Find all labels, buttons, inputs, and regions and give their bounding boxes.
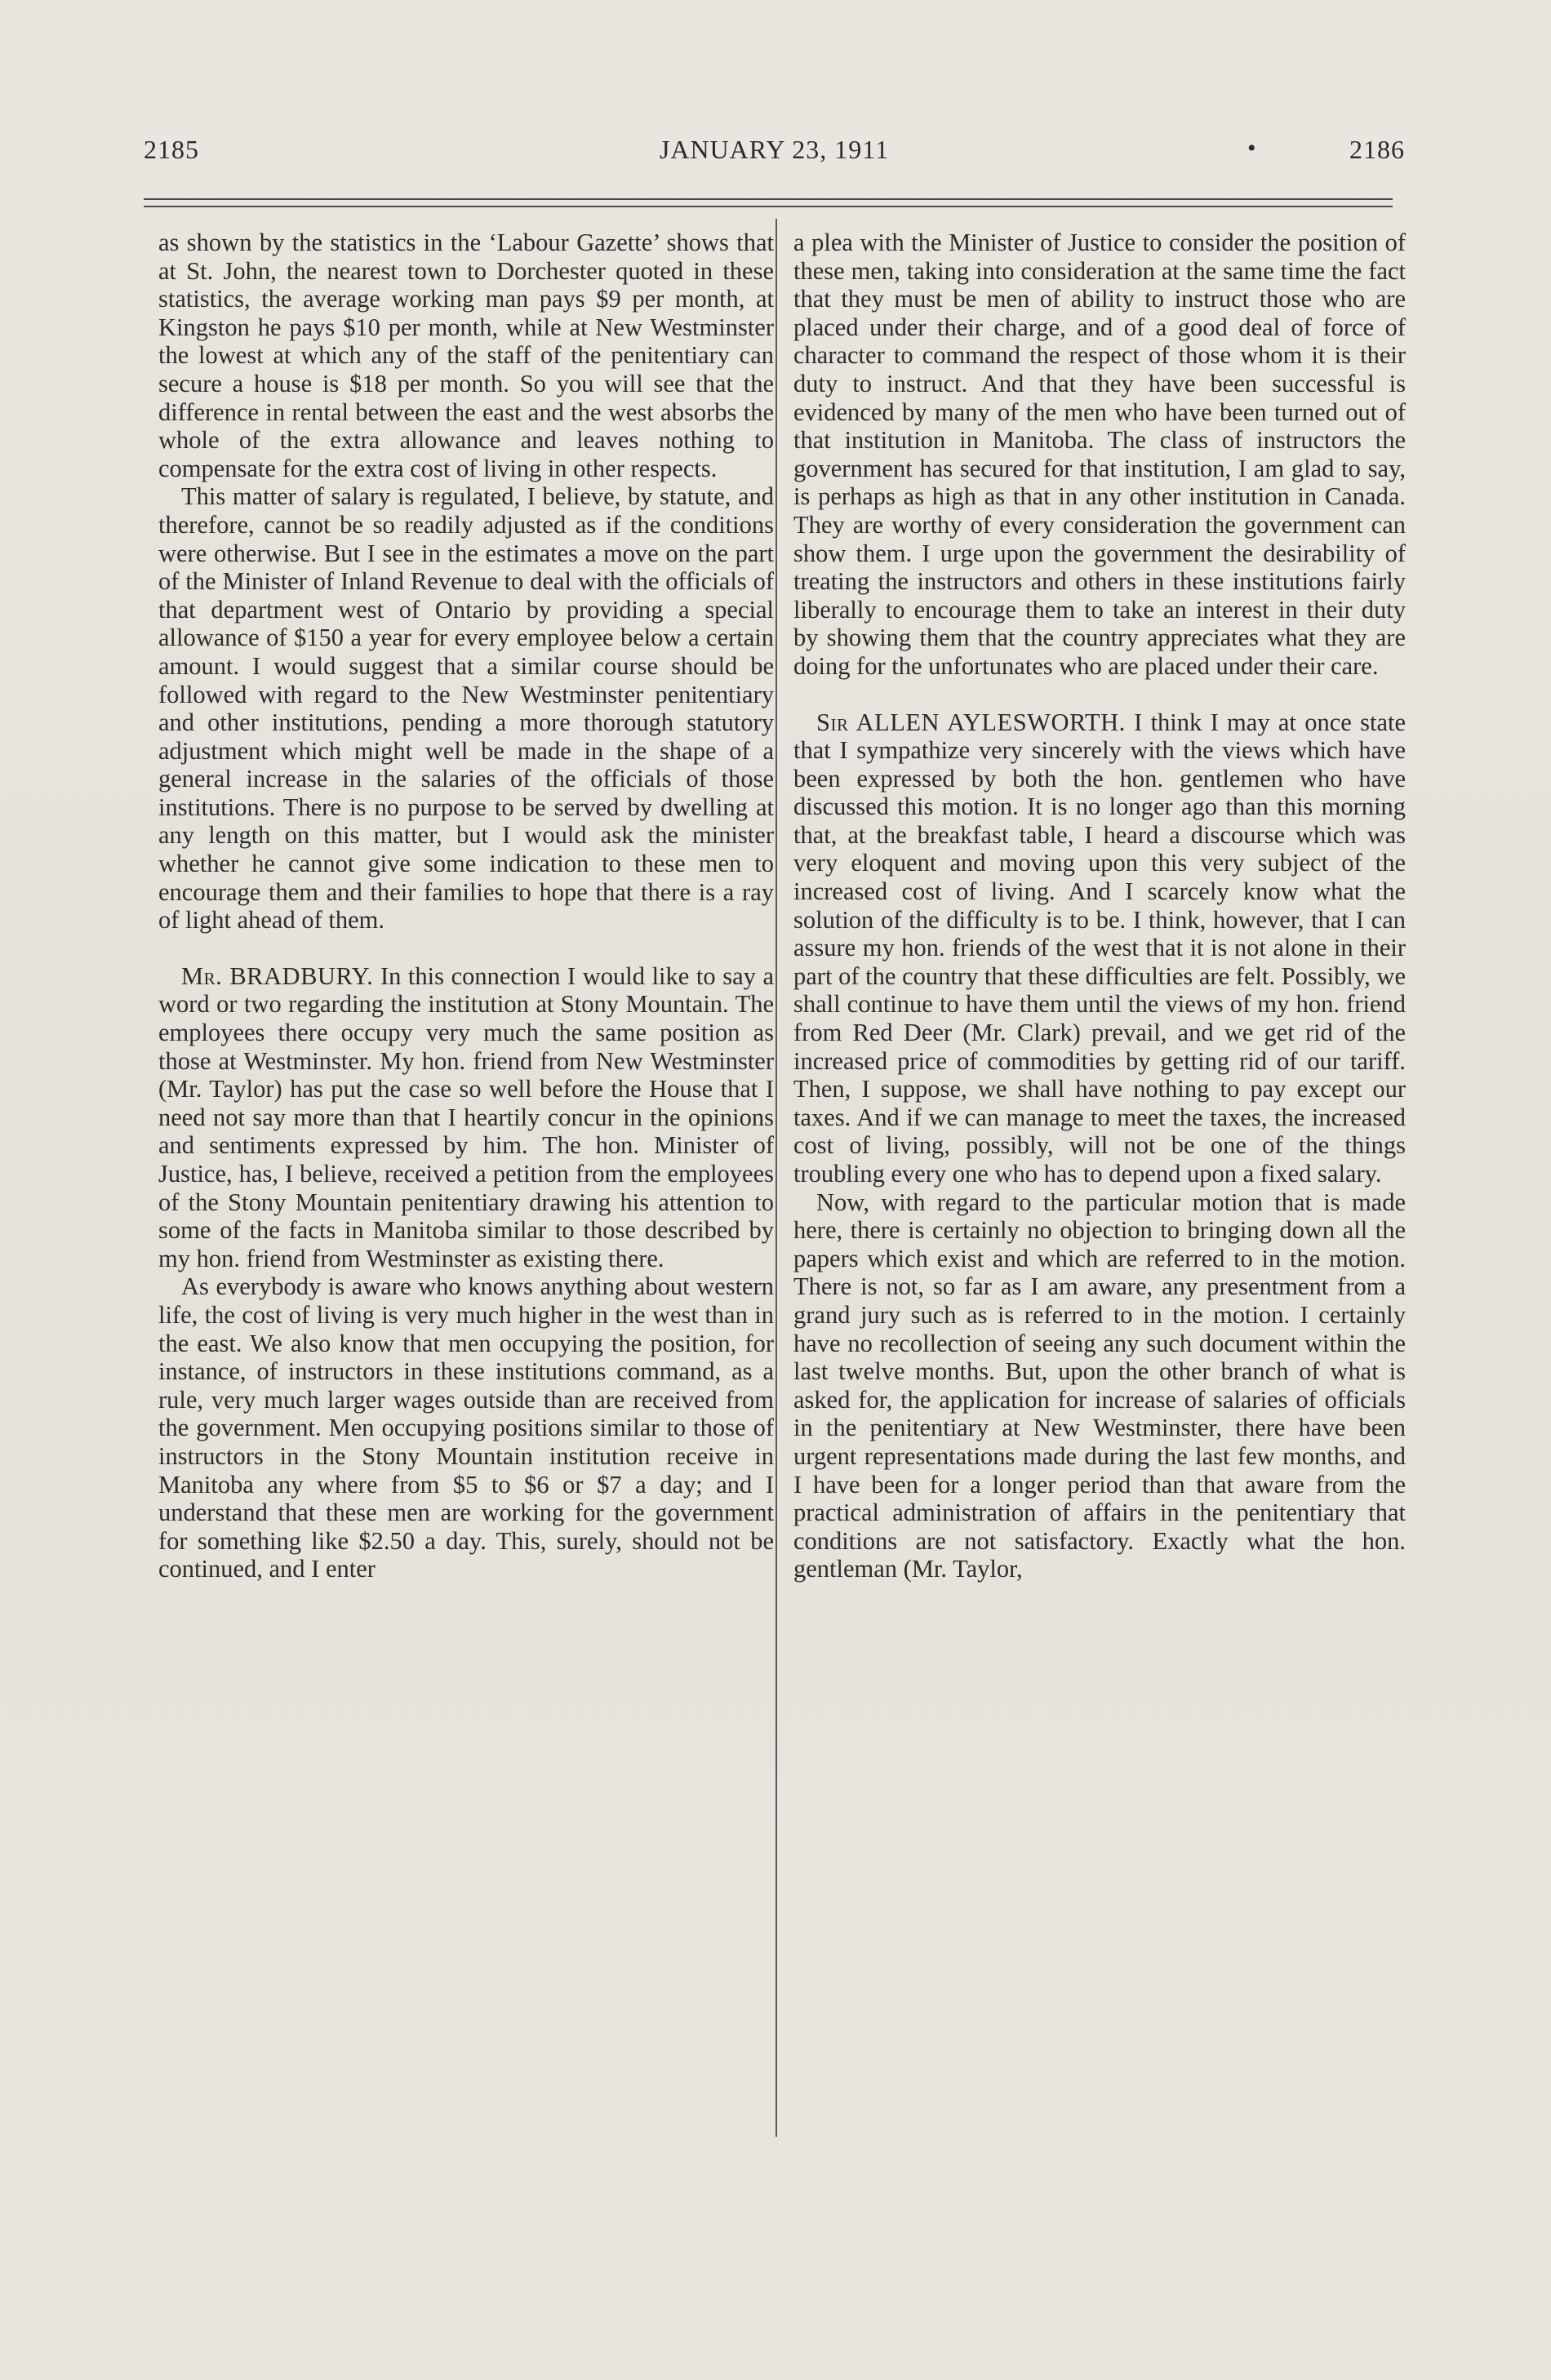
left-paragraph-2: This matter of salary is regulated, I believe, by statute, and therefore, cannot be so readily adjusted as if the conditions were otherwise. But I see in the estimates a move on the part of the Minister of Inland Revenue to deal with the officials of that department west of Ontario by providing a special allowance of $150 a year for every employee below a certain amount. I would suggest that a similar course should be followed with regard to the New Westminster penitentiary and other institutions, pending a more thorough statutory adjustment which might well be made in the shape of a general increase in the salaries of the officials of those institutions. There is no purpose to be served by dwelling at any length on this matter, but I would ask the minister whether he cannot give some indication to these men to encourage them and their families to hope that there is a ray of light ahead of them.	[158, 482, 774, 935]
left-paragraph-3	[158, 962, 774, 1273]
left-column	[158, 229, 774, 1583]
speech-text: In this connection I would like to say a word or two regarding the institution at Stony Mountain. The employees there occupy very much the same position as those at Westminster. My hon. friend from New Westminster (Mr. Taylor) has put the case so well before the House that I need not say more than that I heartily concur in the opinions and sentiments expressed by him. The hon. Minister of Justice, has, I believe, received a petition from the employees of the Stony Mountain penitentiary drawing his attention to some of the facts in Manitoba similar to those described by my hon. friend from Westminster as existing there.	[158, 961, 775, 1272]
left-paragraph-4: As everybody is aware who knows anything about western life, the cost of living is very much higher in the west than in the east. We also know that men occupying the position, for instance, of instructors in these institutions command, as a rule, very much larger wages outside than are received from the government. Men occupying positions similar to those of instructors in the Stony Mountain institution receive in Manitoba any where from $5 to $6 or $7 a day; and I understand that these men are working for the government for something like $2.50 a day. This, surely, should not be continued, and I enter	[158, 1272, 774, 1583]
right-paragraph-3: Now, with regard to the particular motion that is made here, there is certainly no objection to bringing down all the papers which exist and which are referred to in the motion. There is not, so far as I am aware, any presentment from a grand jury such as is referred to in the motion. I certainly have no recollection of seeing any such document within the last twelve months. But, upon the other branch of what is asked for, the application for increase of salaries of officials in the penitentiary at New Westminster, there have been urgent representations made during the last few months, and I have been for a longer period than that aware from the practical administration of affairs in the penitentiary that conditions are not satisfactory. Exactly what the hon. gentleman (Mr. Taylor,	[793, 1188, 1406, 1583]
header-dot: •	[1247, 135, 1257, 162]
page-number-left: 2185	[144, 135, 199, 164]
right-column	[793, 229, 1406, 1583]
column-divider	[776, 219, 777, 2137]
page-number-right: 2186	[1349, 135, 1405, 164]
page-date: JANUARY 23, 1911	[659, 135, 890, 164]
speaker-name: Sir ALLEN AYLESWORTH.	[816, 708, 1126, 736]
left-paragraph-1: as shown by the statistics in the ‘Labour Gazette’ shows that at St. John, the nearest town to Dorchester quoted in these statistics, the average working man pays $9 per month, at Kingston he pays $10 per month, while at New Westminster the lowest at which any of the staff of the penitentiary can secure a house is $18 per month. So you will see that the difference in rental between the east and the west absorbs the whole of the extra allowance and leaves nothing to compensate for the extra cost of living in other respects.	[158, 229, 774, 482]
speaker-name: Mr. BRADBURY.	[181, 961, 374, 990]
header-rule-bottom	[144, 206, 1393, 207]
right-paragraph-1: a plea with the Minister of Justice to consider the position of these men, taking into consideration at the same time the fact that they must be men of ability to instruct those who are placed under their charge, and of a good deal of force of character to command the respect of those whom it is their duty to instruct. And that they have been successful is evidenced by many of the men who have been turned out of that institution in Manitoba. The class of instructors the government has secured for that institution, I am glad to say, is perhaps as high as that in any other institution in Canada. They are worthy of every consideration the government can show them. I urge upon the government the desirability of treating the instructors and others in these institutions fairly liberally to encourage them to take an interest in their duty by showing them that the country appreciates what they are doing for the unfortunates who are placed under their care.	[793, 229, 1406, 680]
header-rule-top	[144, 198, 1393, 200]
page-header	[144, 135, 1405, 175]
speech-text: I think I may at once state that I sympathize very sincerely with the views which have been expressed by both the hon. gentlemen who have discussed this motion. It is no longer ago than this morning that, at the breakfast table, I heard a discourse which was very eloquent and moving upon this very subject of the increased cost of living. And I scarcely know what the solution of the difficulty is to be. I think, however, that I can assure my hon. friends of the west that it is not alone in their part of the country that these difficulties are felt. Possibly, we shall continue to have them until the views of my hon. friend from Red Deer (Mr. Clark) prevail, and we get rid of the increased price of commodities by getting rid of our tariff. Then, I suppose, we shall have nothing to pay except our taxes. And if we can manage to meet the taxes, the increased cost of living, possibly, will not be one of the things troubling every one who has to depend upon a fixed salary.	[793, 708, 1407, 1188]
right-paragraph-2	[793, 708, 1406, 1188]
